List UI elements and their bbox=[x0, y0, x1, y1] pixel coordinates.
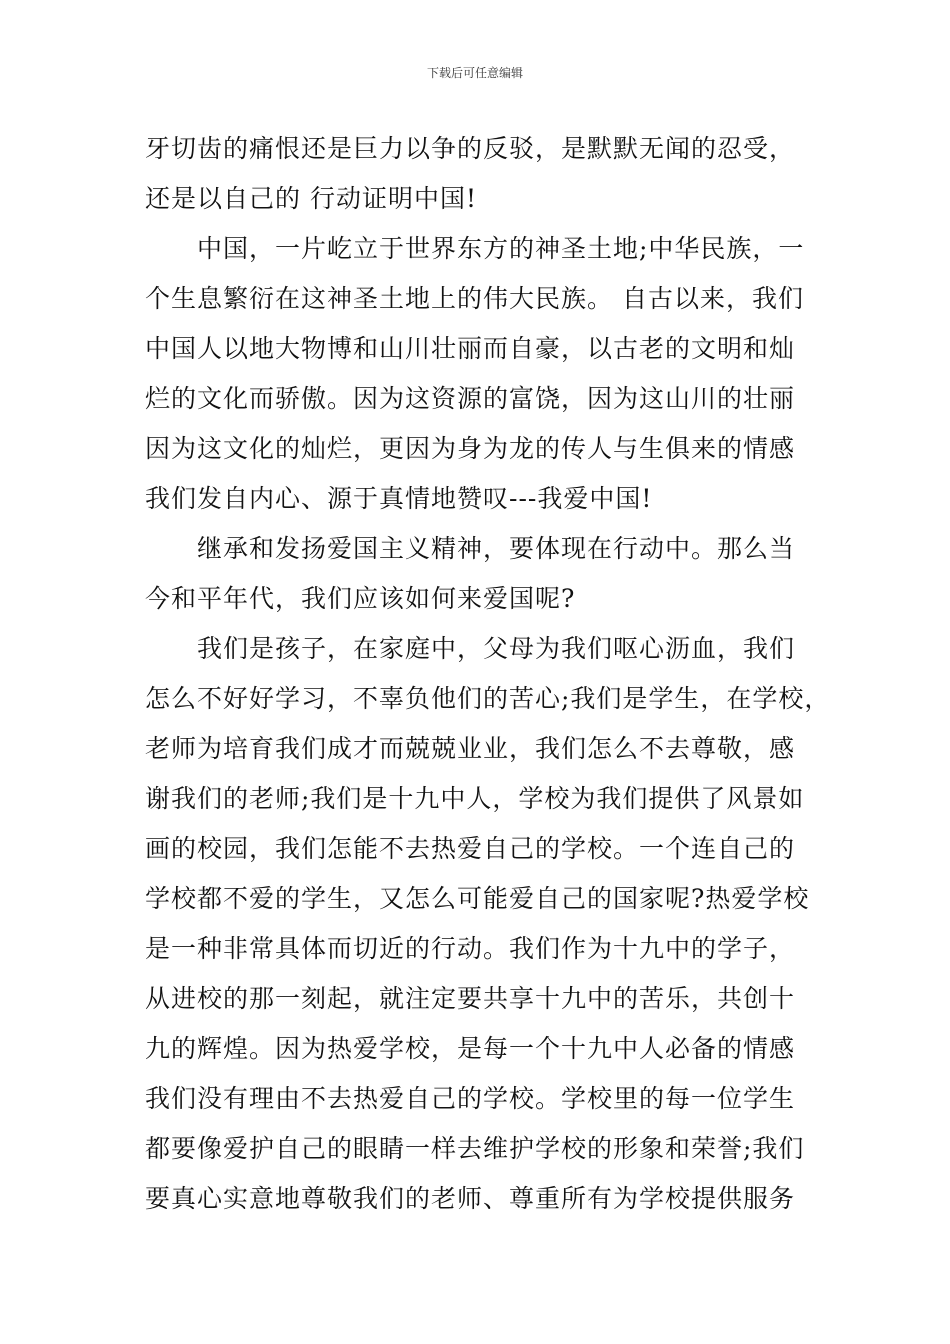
text-line: 老师为培育我们成才而兢兢业业，我们怎么不去尊敬，感 bbox=[145, 734, 796, 763]
text-line: 学校都不爱的学生，又怎么可能爱自己的国家呢?热爱学校 bbox=[145, 884, 810, 913]
text-line: 我们没有理由不去热爱自己的学校。学校里的每一位学生 bbox=[145, 1084, 796, 1113]
text-line: 从进校的那一刻起，就注定要共享十九中的苦乐，共创十 bbox=[145, 984, 796, 1013]
text-line: 要真心实意地尊敬我们的老师、尊重所有为学校提供服务 bbox=[145, 1184, 796, 1213]
text-line: 谢我们的老师;我们是十九中人，学校为我们提供了风景如 bbox=[145, 784, 805, 813]
text-line: 中国人以地大物博和山川壮丽而自豪，以古老的文明和灿 bbox=[145, 334, 796, 363]
text-line: 烂的文化而骄傲。因为这资源的富饶，因为这山川的壮丽 bbox=[145, 384, 796, 413]
text-line: 是一种非常具体而切近的行动。我们作为十九中的学子， bbox=[145, 934, 796, 963]
text-line: 个生息繁衍在这神圣土地上的伟大民族。 自古以来，我们 bbox=[145, 284, 804, 313]
text-line: 继承和发扬爱国主义精神，要体现在行动中。那么当 bbox=[197, 534, 796, 563]
text-line: 牙切齿的痛恨还是巨力以争的反驳，是默默无闻的忍受， bbox=[145, 134, 796, 163]
text-line: 今和平年代，我们应该如何来爱国呢? bbox=[145, 584, 576, 613]
text-line: 中国，一片屹立于世界东方的神圣土地;中华民族，一 bbox=[197, 234, 805, 263]
text-line: 我们是孩子，在家庭中，父母为我们呕心沥血，我们 bbox=[197, 634, 796, 663]
text-line: 怎么不好好学习，不辜负他们的苦心;我们是学生，在学校， bbox=[145, 684, 831, 713]
text-line: 还是以自己的 行动证明中国! bbox=[145, 184, 477, 213]
body-text bbox=[145, 124, 845, 1224]
text-line: 我们发自内心、源于真情地赞叹---我爱中国! bbox=[145, 484, 653, 513]
text-line: 都要像爱护自己的眼睛一样去维护学校的形象和荣誉;我们 bbox=[145, 1134, 805, 1163]
page-header: 下载后可任意编辑 bbox=[426, 66, 523, 80]
text-line: 画的校园，我们怎能不去热爱自己的学校。一个连自己的 bbox=[145, 834, 796, 863]
text-line: 九的辉煌。因为热爱学校，是每一个十九中人必备的情感 bbox=[145, 1034, 796, 1063]
text-line: 因为这文化的灿烂，更因为身为龙的传人与生俱来的情感 bbox=[145, 434, 796, 463]
